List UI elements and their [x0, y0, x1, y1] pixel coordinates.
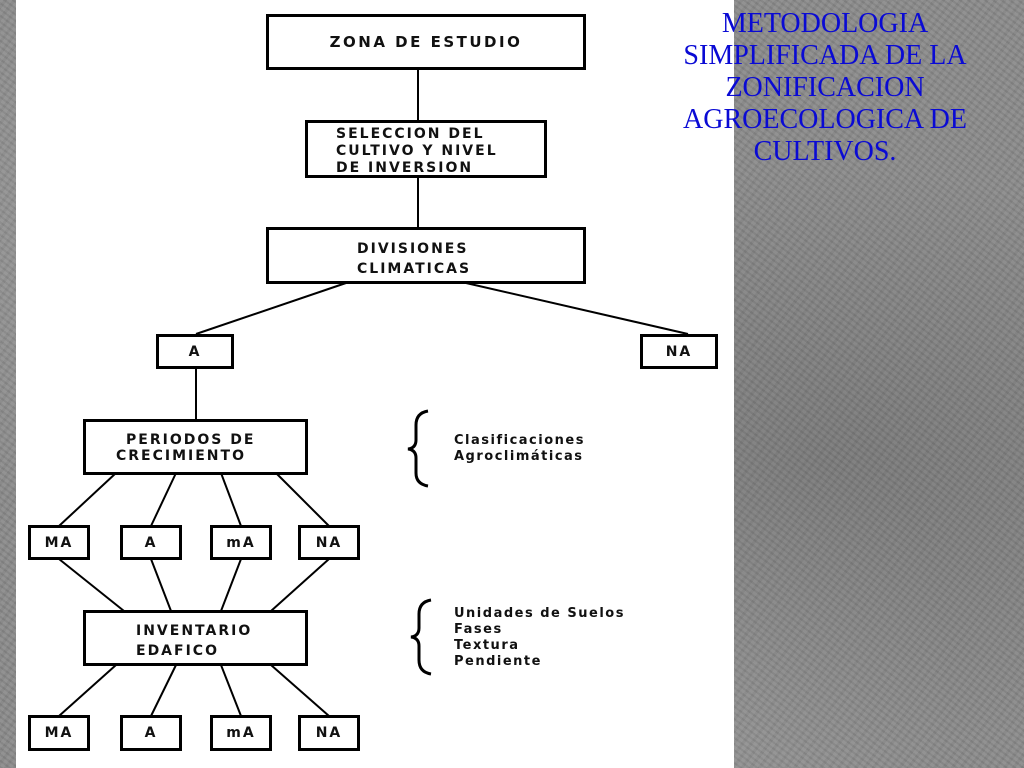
- connector-divisiones-na: [466, 283, 688, 334]
- node-inventario-class-a: [120, 715, 182, 751]
- note-clasificaciones-line-2: Agroclimáticas: [454, 449, 584, 464]
- connector-inventario-na: [271, 665, 329, 716]
- node-periodos-class-na-label: NA: [315, 534, 343, 551]
- note-suelos-line-4: Pendiente: [454, 654, 542, 669]
- node-inventario-class-ma: [28, 715, 90, 751]
- node-inventario-class-a-label: A: [144, 725, 158, 741]
- connector-periodos-ma2: [221, 473, 241, 526]
- connector-inventario-a: [151, 665, 176, 716]
- connector-ma-inventario: [59, 559, 124, 611]
- node-seleccion-line-3: DE INVERSION: [336, 160, 474, 176]
- connector-na-inventario: [271, 559, 329, 611]
- note-clasificaciones-line-1: Clasificaciones: [454, 433, 585, 448]
- node-periodos-line-2: CRECIMIENTO: [116, 448, 246, 464]
- node-periodos-class-ma-label: MA: [44, 534, 74, 551]
- slide-title: [640, 8, 1010, 168]
- note-suelos-line-2: Fases: [454, 622, 503, 637]
- node-periodos-class-na: [298, 525, 360, 560]
- node-inventario-class-ma2: [210, 715, 272, 751]
- node-inventario-class-na: [298, 715, 360, 751]
- node-zona-label: ZONA DE ESTUDIO: [329, 33, 523, 51]
- connector-inventario-ma: [59, 665, 116, 716]
- node-clim-a: [156, 334, 234, 369]
- node-clim-na-label: NA: [665, 343, 693, 360]
- node-periodos-class-ma: [28, 525, 90, 560]
- connector-divisiones-a: [196, 283, 346, 334]
- node-inventario-class-ma2-label: mA: [226, 725, 256, 741]
- node-seleccion-line-1: SELECCION DEL: [336, 126, 485, 142]
- node-inventario-line-2: EDAFICO: [136, 643, 219, 659]
- node-clim-a-label: A: [188, 343, 202, 360]
- brace-clasificaciones: [408, 411, 428, 486]
- node-divisiones-line-2: CLIMATICAS: [357, 261, 472, 277]
- connector-ma2-inventario: [221, 559, 241, 611]
- node-periodos-crecimiento: [83, 419, 308, 475]
- note-suelos-line-1: Unidades de Suelos: [454, 606, 625, 621]
- node-seleccion-cultivo: [305, 120, 547, 178]
- slide-title-line-3: ZONIFICACION: [725, 72, 925, 103]
- connector-periodos-a: [151, 473, 176, 526]
- slide-title-line-4: AGROECOLOGICA DE: [683, 104, 967, 135]
- node-clim-na: [640, 334, 718, 369]
- node-inventario-class-na-label: NA: [315, 725, 343, 741]
- node-divisiones-climaticas: [266, 227, 586, 284]
- slide-title-line-2: SIMPLIFICADA DE LA: [683, 40, 967, 71]
- note-suelos-line-3: Textura: [454, 638, 520, 653]
- node-inventario-edafico: [83, 610, 308, 666]
- slide-title-line-5: CULTIVOS.: [753, 136, 897, 167]
- node-periodos-class-ma2: [210, 525, 272, 560]
- node-seleccion-line-2: CULTIVO Y NIVEL: [336, 143, 498, 159]
- node-periodos-line-1: PERIODOS DE: [126, 432, 256, 448]
- note-clasificaciones-agroclimaticas: [454, 433, 585, 465]
- connector-periodos-ma: [59, 473, 116, 526]
- node-inventario-class-ma-label: MA: [44, 725, 74, 741]
- slide-title-line-1: METODOLOGIA: [721, 8, 929, 39]
- node-periodos-class-ma2-label: mA: [226, 534, 256, 551]
- node-divisiones-line-1: DIVISIONES: [357, 241, 469, 257]
- diagram-panel: [16, 0, 734, 768]
- connector-periodos-na: [276, 473, 329, 526]
- node-inventario-line-1: INVENTARIO: [136, 623, 253, 639]
- connector-a-inventario: [151, 559, 171, 611]
- node-zona-de-estudio: [266, 14, 586, 70]
- node-periodos-class-a: [120, 525, 182, 560]
- note-suelos: [454, 606, 625, 670]
- connector-inventario-ma2: [221, 665, 241, 716]
- brace-suelos: [411, 600, 431, 674]
- node-periodos-class-a-label: A: [144, 534, 158, 551]
